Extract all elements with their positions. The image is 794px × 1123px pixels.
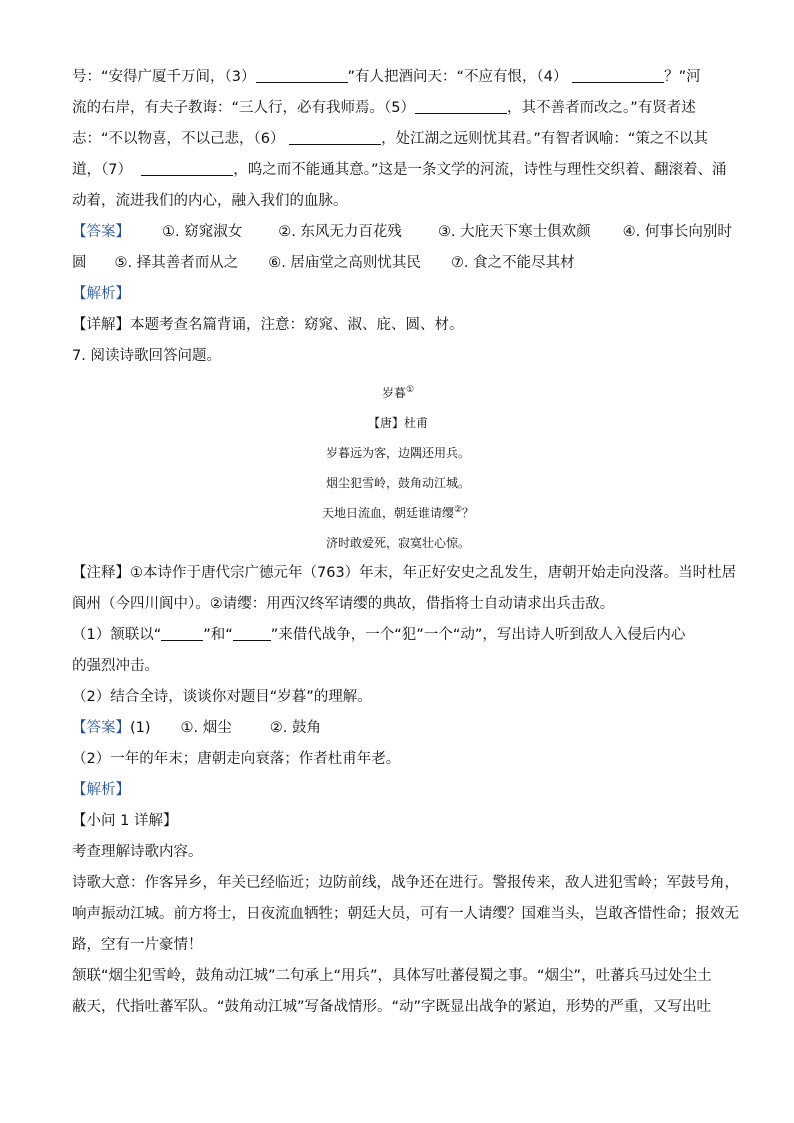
analysis-paragraph: 考查理解诗歌内容。: [72, 844, 203, 860]
blank-7[interactable]: [141, 159, 233, 176]
blank-4[interactable]: [572, 66, 664, 83]
poem-line: 烟尘犯雪岭，鼓角动江城。: [325, 476, 470, 490]
subquestion-1-cont: 的强烈冲击。: [72, 658, 159, 674]
answer-item: ⑤. 择其善者而从之: [114, 255, 239, 271]
q6-line-4: 道，（7） ，呜之而不能通其意。”这是一条文学的河流，诗性与理性交织着、翻滚着、涌: [72, 155, 724, 186]
blank-3[interactable]: [256, 66, 348, 83]
answer-item: ④. 何事长向别时: [622, 224, 732, 240]
poem-line: 岁暮远为客，边隅还用兵。: [325, 446, 470, 460]
q7-answer-row: 【答案】 (1) ①. 烟尘 ②. 鼓角: [72, 713, 724, 744]
blank-5[interactable]: [415, 97, 507, 114]
subquestion-1: （1）颔联以“ ”和“ ”来借代战争，一个“犯”一个“动”，写出诗人听到敌人入侵后内心: [72, 620, 724, 651]
note-line-1: 【注释】①本诗作于唐代宗广德元年（763）年末，年正好安史之乱发生，唐朝开始走向没落。当时杜居: [72, 565, 737, 581]
detail-text: 【详解】本题考查名篇背诵，注意：窈窕、淑、庇、圆、材。: [72, 317, 464, 333]
q6-line-3: 志：“不以物喜，不以己悲，（6） ，处江湖之远则忧其君。”有智者讽喻：“策之不以其: [72, 124, 724, 155]
small-question-label: 【小问 1 详解】: [72, 813, 178, 829]
blank-yanchen[interactable]: [161, 624, 203, 641]
subquestion-2: （2）结合全诗，谈谈你对题目“岁暮”的理解。: [72, 689, 372, 705]
blank-gujiao[interactable]: [233, 624, 271, 641]
analysis-paragraph: 响声振动江城。前方将士，日夜流血牺牲；朝廷大员，可有一人请缨？国难当头，岂敢吝惜性命；报效无: [72, 906, 739, 922]
document-page: [72, 62, 739, 1023]
analysis-paragraph: 颔联“烟尘犯雪岭，鼓角动江城”二句承上“用兵”，具体写吐蕃侵蜀之事。“烟尘”，吐蕃兵马过处尘土: [72, 968, 712, 984]
q6-line-5: 动着，流进我们的内心，融入我们的血脉。: [72, 193, 348, 209]
answer-item: 圆: [72, 255, 87, 271]
answer-item: ①. 窈窕淑女: [162, 224, 243, 240]
answer-item: ②. 鼓角: [269, 720, 321, 736]
analysis-label: 【解析】: [72, 286, 130, 302]
answer-item: ⑦. 食之不能尽其材: [450, 255, 575, 271]
blank-6[interactable]: [289, 128, 381, 145]
analysis-paragraph: 路，空有一片豪情！: [72, 937, 203, 953]
answer-item: ①. 烟尘: [180, 720, 232, 736]
answer-item: ③. 大庇天下寒士俱欢颜: [437, 224, 591, 240]
answer-item: ②. 东风无力百花残: [278, 224, 402, 240]
poem-line: 天地日流血，朝廷谁请缨②？: [321, 505, 475, 520]
q6-line-2: 流的右岸，有夫子教诲：“三人行，必有我师焉。（5） ，其不善者而改之。”有贤者述: [72, 93, 724, 124]
poem-author: 【唐】杜甫: [367, 416, 428, 430]
q6-answer-row-2: [72, 248, 724, 279]
q6-answer-row: [72, 217, 732, 248]
note-line-2: 阆州（今四川阆中）。②请缨：用西汉终军请缨的典故，借指将士自动请求出兵击敌。: [72, 596, 615, 612]
poem-line: 济时敢爱死，寂寞壮心惊。: [325, 536, 470, 550]
answer-label: 【答案】: [72, 720, 130, 736]
analysis-label: 【解析】: [72, 782, 130, 798]
answer-label: 【答案】: [72, 224, 130, 240]
q7-answer-2: （2）一年的年末；唐朝走向衰落；作者杜甫年老。: [72, 751, 401, 767]
answer-item: ⑥. 居庙堂之高则忧其民: [268, 255, 421, 271]
question-7-heading: 7. 阅读诗歌回答问题。: [72, 348, 221, 364]
q6-line-1: 号：“安得广厦千万间，（3） ”有人把酒问天：“不应有恨，（4） ？”河: [72, 62, 724, 93]
analysis-paragraph: 诗歌大意：作客异乡，年关已经临近；边防前线，战争还在进行。警报传来，敌人进犯雪岭；军鼓号角，: [72, 875, 739, 891]
poem-title: 岁暮①: [381, 385, 415, 400]
analysis-paragraph: 蔽天，代指吐蕃军队。“鼓角动江城”写备战情形。“动”字既显出战争的紧迫，形势的严重，又写出吐: [72, 999, 712, 1015]
